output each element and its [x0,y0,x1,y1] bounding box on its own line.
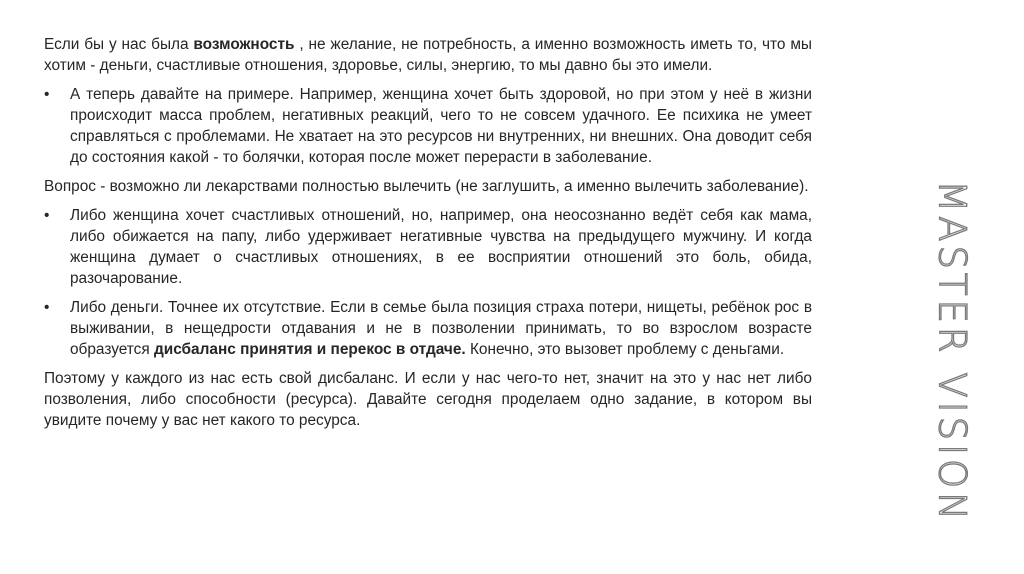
master-vision-logo: MASTER VISION [930,180,974,524]
paragraph-conclusion: Поэтому у каждого из нас есть свой дисбаланс. И если у нас чего-то нет, значит на это у нас нет либо позволения, либо способности (ресурса). Давайте сегодня проделаем одно задание, в котором вы увидите почему у вас нет какого то ресурса. [44,370,812,429]
bullet-relationships [44,205,812,289]
paragraph-question: Вопрос - возможно ли лекарствами полностью вылечить (не заглушить, а именно вылечить заболевание). [44,178,809,195]
slide-content [44,34,812,439]
bullet-money-text-end: Конечно, это вызовет проблему с деньгами. [465,341,785,358]
bullet-money-text-start: Либо деньги. Точнее их отсутствие. Если в семье была позиция страха потери, нищеты, ребёнок рос в выживании, в нещедрости отдавания и не в позволении принимать, то во взрослом возрасте образуется [70,299,812,358]
bullet-relationships-text: Либо женщина хочет счастливых отношений, но, например, она неосознанно ведёт себя как мама, либо обижается на папу, либо удерживает негативные чувства на предыдущего мужчину. И когда женщина думает о счастливых отношениях, в ее восприятии отношений это боль, обида, разочарование. [70,207,812,287]
bullet-dot: • [44,207,50,224]
paragraph-opportunity-text-start: Если бы у нас была [44,36,194,53]
paragraph-opportunity [44,34,812,76]
bullet-dot: • [44,299,50,316]
paragraph-opportunity-bold: возможность [193,36,295,53]
bullet-dot: • [44,86,50,103]
bullet-health [44,84,812,168]
bullet-money-bold: дисбаланс принятия и перекос в отдаче. [153,341,466,358]
bullet-money [44,297,812,360]
bullet-money-text [70,299,812,358]
bullet-health-text: А теперь давайте на примере. Например, женщина хочет быть здоровой, но при этом у неё в жизни происходит масса проблем, негативных реакций, чего то не совсем удачного. Ее психика не умеет справляться с проблемами. Не хватает на это ресурсов ни внутренних, ни внешних. Она доводит себя до состояния какой - то болячки, которая после может перерасти в заболевание. [70,86,812,166]
paragraph-opportunity-text-end: , не желание, не потребность, а именно возможность иметь то, что мы хотим - деньги, счастливые отношения, здоровье, силы, энергию, то мы давно бы это имели. [44,36,812,74]
